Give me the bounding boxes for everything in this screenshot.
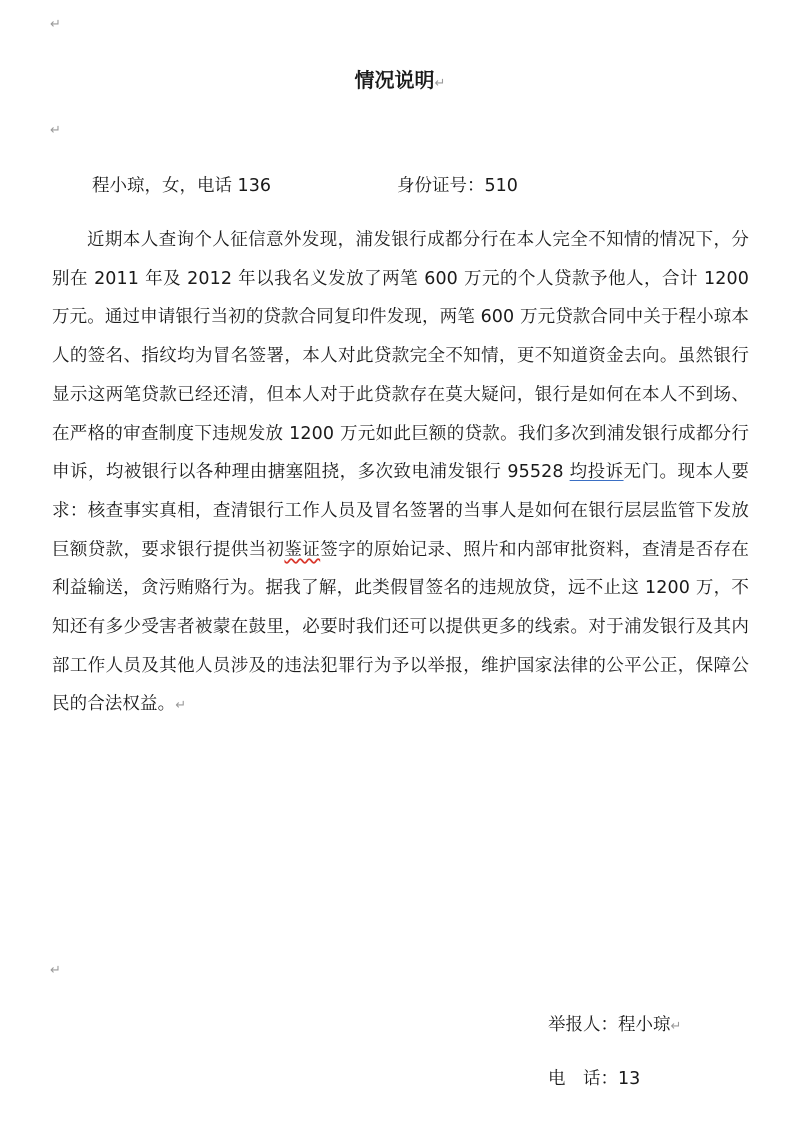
reporter-name: 举报人：程小琼 [548,1015,671,1035]
body-text-part-2: 无门。现本人要求：核查事实真相，查清银行工作人员及冒名签署的当事人是如何在银行层层监管下发放巨额贷款，要求银行提供当初 [52,462,749,560]
paragraph-mark: ↵ [670,1019,682,1034]
name-gender-phone: 程小琼，女，电话 136 [92,176,271,196]
id-number-label: 身份证号：510 [397,176,518,196]
reporter-phone-text: 电 话：13 [548,1069,641,1089]
reporter-signature [548,1009,681,1043]
empty-paragraph-mark: ↵ [50,17,61,32]
body-paragraph [52,221,749,726]
reporter-phone [548,1063,640,1095]
spellcheck-underlined-text: 鉴证 [284,539,321,560]
body-text-part-1: 近期本人查询个人征信意外发现，浦发银行成都分行在本人完全不知情的情况下，分别在 2011 年及 2012 年以我名义发放了两笔 600 万元的个人贷款予他人，合计 1200 万元。通过申请银行当初的贷款合同复印件发现，两笔 600 万元贷款合同中关于程小琼本人的签名、指纹均为冒名签署，本人对此贷款完全不知情，更不知道资金去向。虽然银行显示这两笔贷款已经还清，但本人对于此贷款存在莫大疑问，银行是如何在本人不到场、在严格的审查制度下违规发放 1200 万元如此巨额的贷款。我们多次到浦发银行成都分行申诉，均被银行以各种理由搪塞阻挠，多次致电浦发银行 95528 [52,230,749,483]
paragraph-mark: ↵ [434,76,446,91]
empty-paragraph-mark: ↵ [50,963,61,978]
grammar-underlined-text: 均投诉 [569,462,624,483]
paragraph-mark: ↵ [175,698,187,714]
document-title [0,64,800,100]
empty-paragraph-mark: ↵ [50,123,61,138]
body-text-part-3: 签字的原始记录、照片和内部审批资料，查清是否存在利益输送，贪污贿赂行为。据我了解，此类假冒签名的违规放贷，远不止这 1200 万，不知还有多少受害者被蒙在鼓里，必要时我们还可以提供更多的线索。对于浦发银行及其内部工作人员及其他人员涉及的违法犯罪行为予以举报，维护国家法律的公平公正，保障公民的合法权益。 [52,539,749,715]
person-info-line [92,170,518,202]
title-text: 情况说明 [354,68,435,92]
